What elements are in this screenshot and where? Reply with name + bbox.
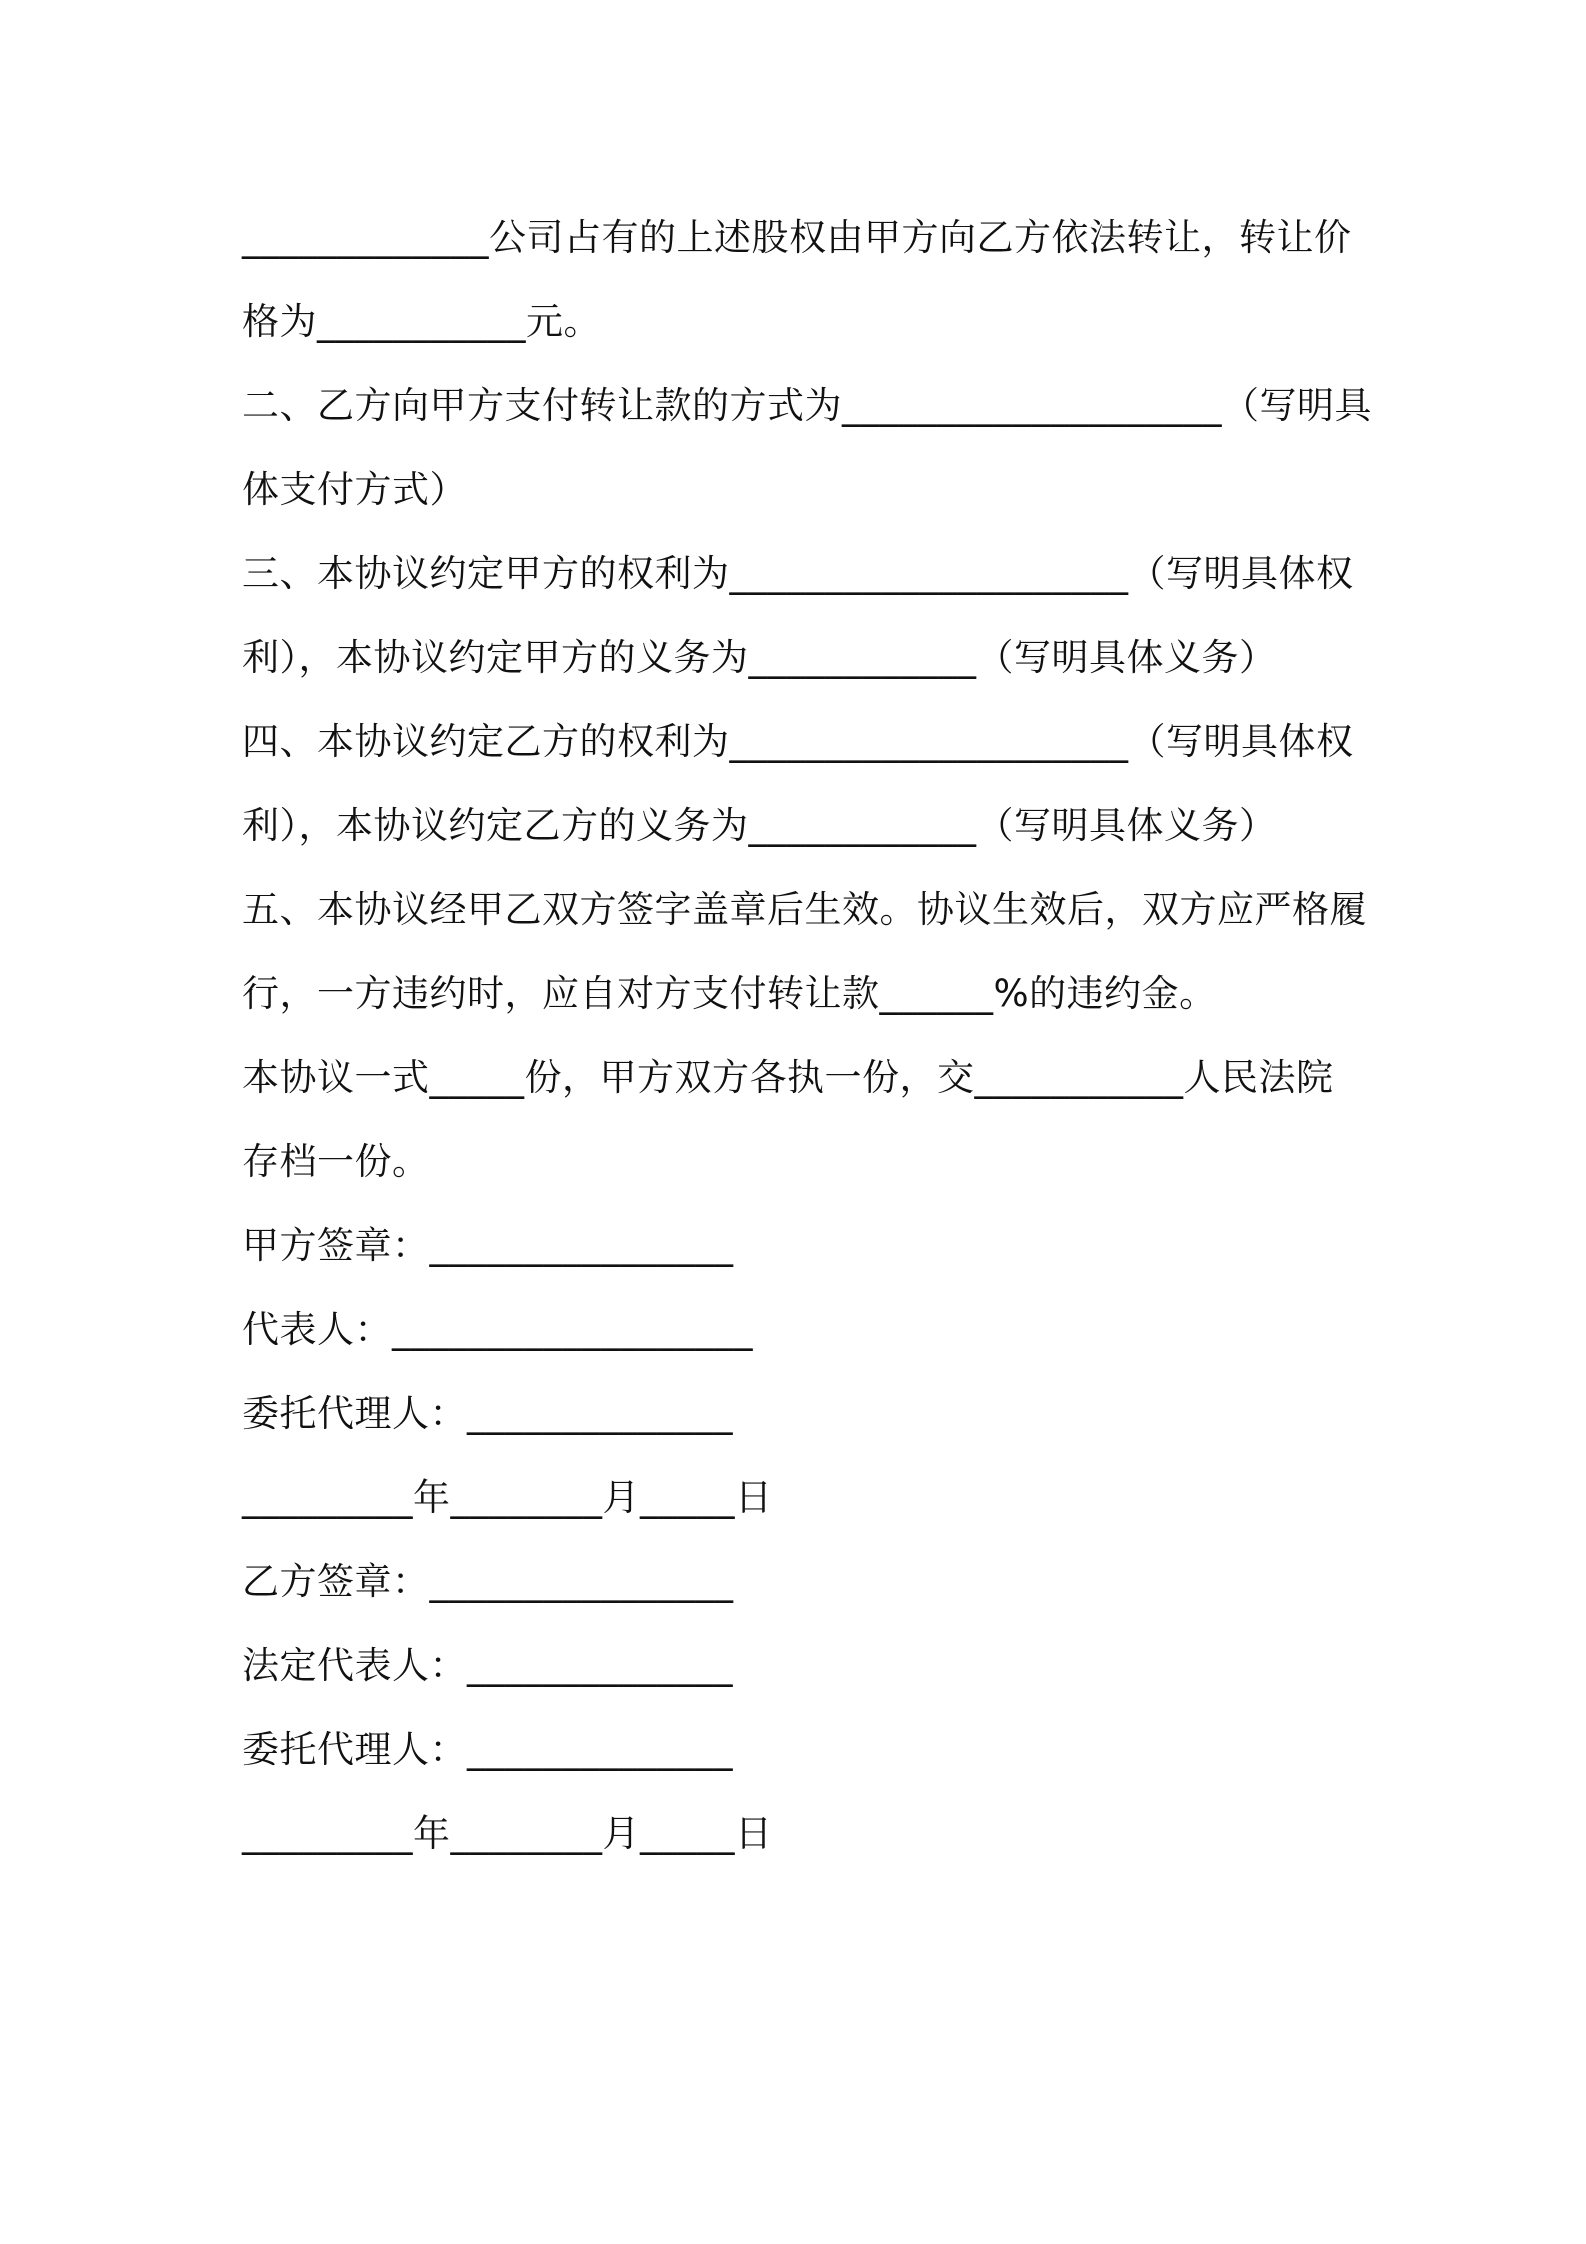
clause-line-11: 本协议一式_____份，甲方双方各执一份，交___________人民法院: [242, 1056, 1334, 1099]
clause-line-3: 二、乙方向甲方支付转让款的方式为____________________（写明具: [242, 384, 1372, 427]
clause-line-2: 格为___________元。: [242, 300, 601, 343]
clause-line-12: 存档一份。: [242, 1140, 430, 1183]
clause-line-6: 利），本协议约定甲方的义务为____________（写明具体义务）: [242, 636, 1277, 679]
party-a-seal-line: 甲方签章：________________: [242, 1224, 734, 1267]
clause-line-8: 利），本协议约定乙方的义务为____________（写明具体义务）: [242, 804, 1277, 847]
clause-line-7: 四、本协议约定乙方的权利为_____________________（写明具体权: [242, 720, 1354, 763]
party-a-representative-line: 代表人：___________________: [242, 1308, 753, 1351]
clause-line-5: 三、本协议约定甲方的权利为_____________________（写明具体权: [242, 552, 1354, 595]
party-b-legal-representative-line: 法定代表人：______________: [242, 1644, 733, 1687]
party-b-agent-line: 委托代理人：______________: [242, 1728, 733, 1771]
clause-line-10: 行，一方违约时，应自对方支付转让款______%的违约金。: [242, 972, 1217, 1015]
party-a-date-line: _________年________月_____日: [242, 1476, 773, 1519]
party-a-agent-line: 委托代理人：______________: [242, 1392, 733, 1435]
clause-line-4: 体支付方式）: [242, 468, 467, 511]
clause-line-1: _____________公司占有的上述股权由甲方向乙方依法转让，转让价: [242, 216, 1352, 259]
document-page: [242, 196, 1372, 1876]
party-b-date-line: _________年________月_____日: [242, 1812, 773, 1855]
party-b-seal-line: 乙方签章：________________: [242, 1560, 734, 1603]
clause-line-9: 五、本协议经甲乙双方签字盖章后生效。协议生效后，双方应严格履: [242, 888, 1367, 931]
